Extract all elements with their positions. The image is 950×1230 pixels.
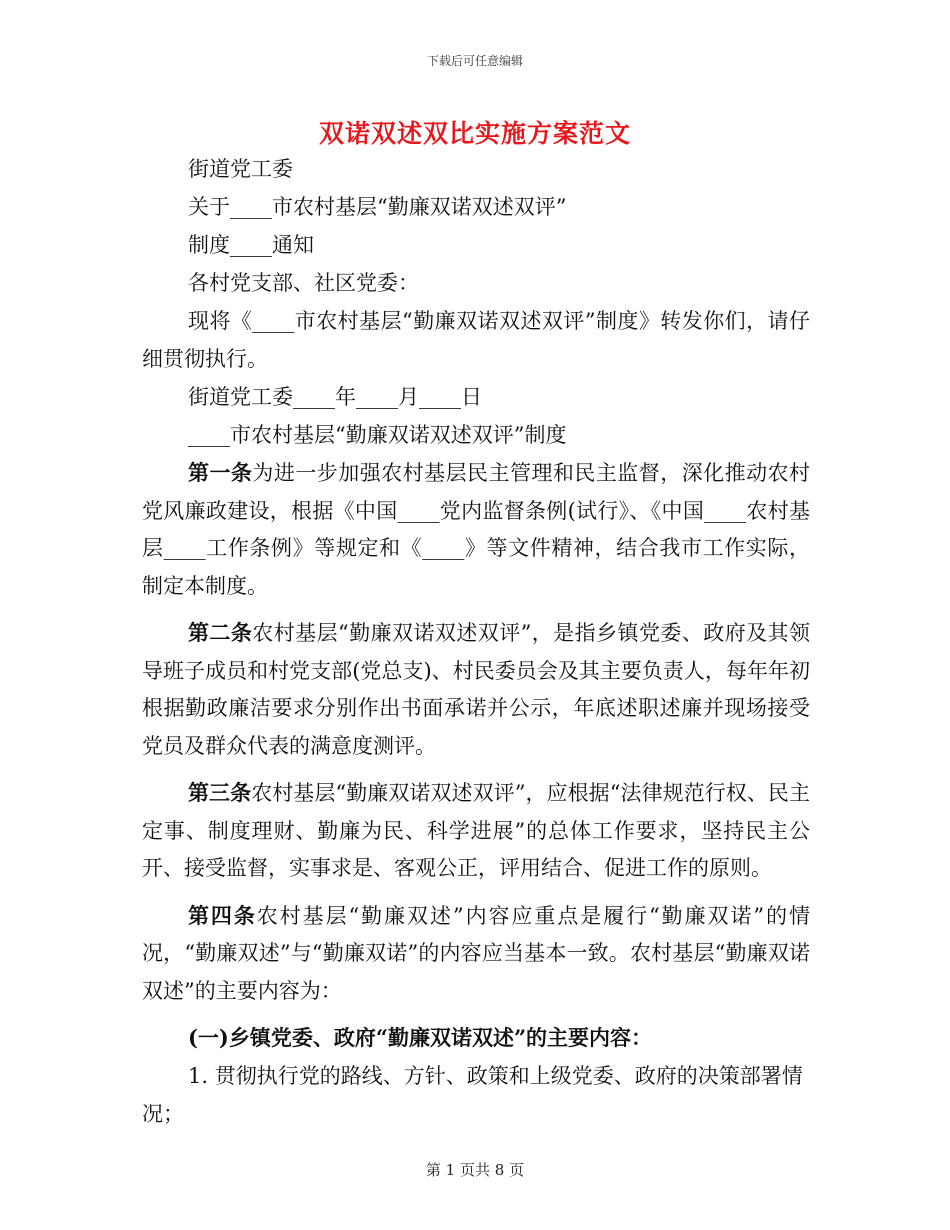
article-1 (142, 454, 810, 605)
article-4-text: 农村基层“勤廉双述”内容应重点是履行“勤廉双诺”的情况，“勤廉双述”与“勤廉双诺”的内容应当基本一致。农村基层“勤廉双诺双述”的主要内容为： (142, 903, 810, 1003)
article-3-head: 第三条 (188, 780, 252, 805)
article-4-head: 第四条 (188, 902, 257, 928)
line-issuer: 街道党工委 (188, 157, 293, 181)
document-body (142, 150, 810, 1133)
line-regulation-title: ____市农村基层“勤廉双诺双述双评”制度 (188, 423, 567, 447)
line-recipients: 各村党支部、社区党委： (188, 271, 419, 295)
line-date: 街道党工委____年____月____日 (188, 385, 482, 409)
line-subject-cont: 制度____通知 (188, 233, 314, 257)
article-2-text: 农村基层“勤廉双诺双述双评”，是指乡镇党委、政府及其领导班子成员和村党支部(党总支)、村民委员会及其主要负责人，每年年初根据勤政廉洁要求分别作出书面承诺并公示，年底述职述廉并现场接受党员及群众代表的满意度测评。 (142, 621, 810, 758)
article-1-head: 第一条 (188, 460, 253, 485)
article-4 (142, 897, 810, 1011)
page-header-note: 下载后可任意编辑 (426, 54, 523, 68)
document-title: 双诺双述双比实施方案范文 (318, 119, 631, 148)
article-2-head: 第二条 (188, 620, 253, 645)
section-heading (142, 1019, 810, 1057)
article-2 (142, 614, 810, 765)
line-forward-notice: 现将《____市农村基层“勤廉双诺双述双评”制度》转发你们，请仔细贯彻执行。 (142, 309, 810, 371)
article-3-text: 农村基层“勤廉双诺双述双评”，应根据“法律规范行权、民主定事、制度理财、勤廉为民、科学进展”的总体工作要求，坚持民主公开、接受监督，实事求是、客观公正，评用结合、促进工作的原则。 (142, 781, 810, 880)
line-subject: 关于____市农村基层“勤廉双诺双述双评” (188, 195, 567, 219)
page-footer-number: 第 1 页共 8 页 (425, 1161, 525, 1179)
article-1-text: 为进一步加强农村基层民主管理和民主监督，深化推动农村党风廉政建设，根据《中国____党内监督条例(试行》、《中国____农村基层____工作条例》等规定和《____》等文件精神，结合我市工作实际，制定本制度。 (142, 461, 811, 598)
article-3 (142, 774, 810, 888)
section-heading-text: (一)乡镇党委、政府“勤廉双诺双述”的主要内容： (188, 1025, 653, 1050)
list-item-1: 1. 贯彻执行党的路线、方针、政策和上级党委、政府的决策部署情况； (142, 1064, 803, 1126)
